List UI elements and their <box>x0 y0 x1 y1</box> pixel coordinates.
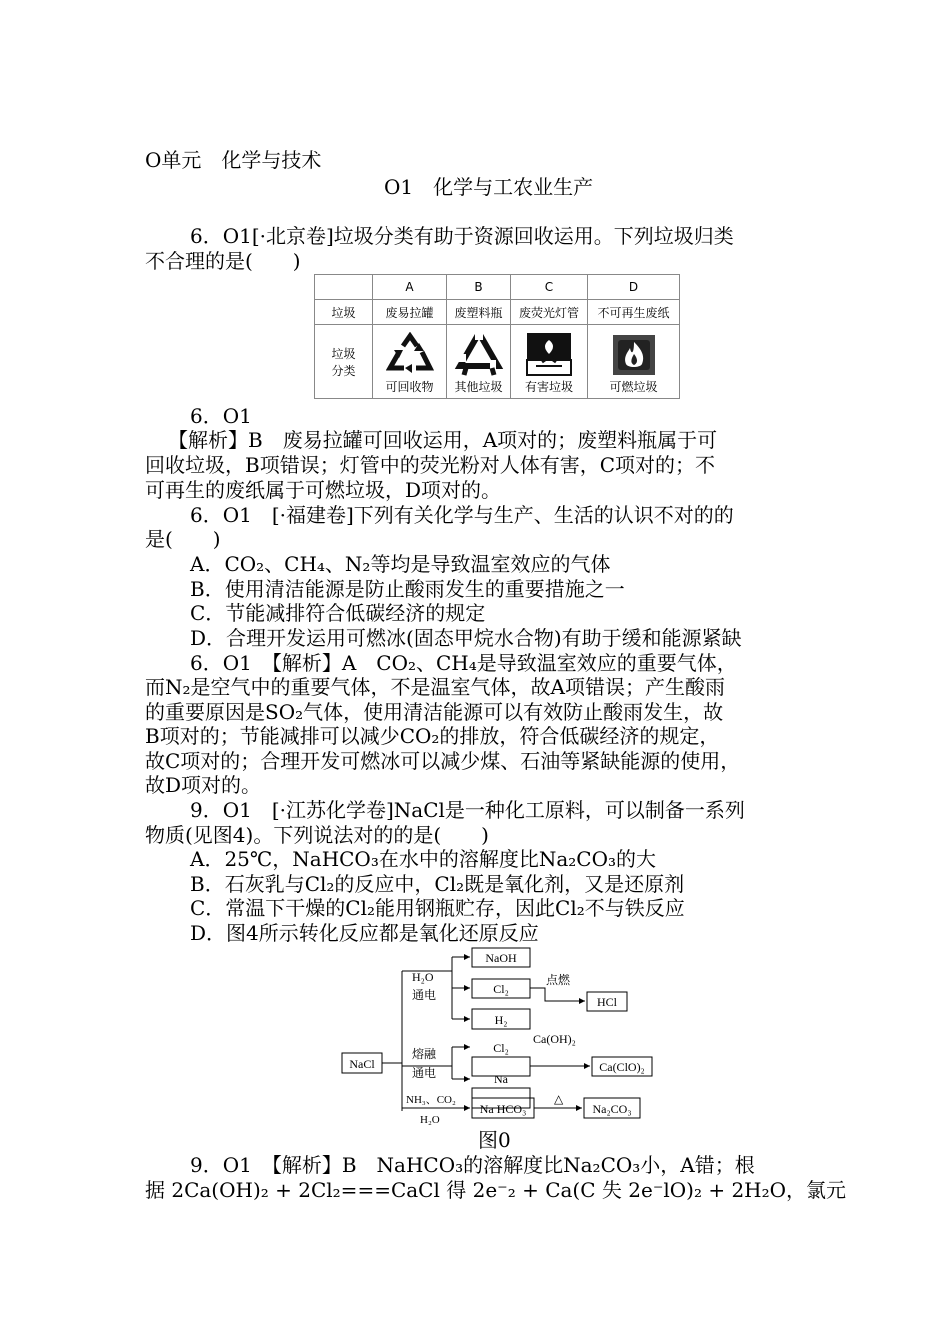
cell-category-c <box>511 325 588 399</box>
diagram-cond-nh3-co2: NH₃、CO₂ <box>406 1094 456 1106</box>
answer-6a-line-3: 可再生的废纸属于可燃垃圾，D项对的。 <box>145 478 502 502</box>
cell-garbage-d: 不可再生废纸 <box>588 300 680 325</box>
answer-9-line-2: 据 2Ca(OH)₂ + 2Cl₂===CaCl 得 2e⁻₂ + Ca(C 失 2e⁻lO)₂ + 2H₂O，氯元 <box>145 1178 847 1202</box>
table-corner-cell <box>315 275 373 300</box>
answer-6b-line-3: 的重要原因是SO₂气体，使用清洁能源可以有效防止酸雨发生，故 <box>145 700 724 724</box>
diagram-cond-electrolysis-2: 通电 <box>412 1066 437 1080</box>
cell-category-d <box>588 325 680 399</box>
answer-9-line-1: 9．O1 【解析】B NaHCO₃的溶解度比Na₂CO₃小，A错；根 <box>190 1153 755 1177</box>
hazardous-waste-icon <box>526 332 572 376</box>
question-9-stem-2: 物质(见图4)。下列说法对的的是( ) <box>145 823 489 847</box>
cell-category-a <box>373 325 447 399</box>
answer-6b-line-6: 故D项对的。 <box>145 773 262 797</box>
section-title: O1 化学与工农业生产 <box>384 175 594 199</box>
col-b-header: B <box>447 275 511 300</box>
other-waste-icon <box>454 330 504 376</box>
diagram-heat: △ <box>554 1092 564 1106</box>
question-6b-option-c: C．节能减排符合低碳经济的规定 <box>190 601 486 625</box>
col-a-header: A <box>373 275 447 300</box>
unit-title: O单元 化学与技术 <box>145 148 322 172</box>
row-label-garbage: 垃圾 <box>315 300 373 325</box>
question-6b-option-a: A．CO₂、CH₄、N₂等均是导致温室效应的气体 <box>190 552 611 576</box>
row-label-line-1: 垃圾 <box>331 346 356 361</box>
category-label-c: 有害垃圾 <box>524 380 573 394</box>
diagram-ignite: 点燃 <box>546 973 571 987</box>
diagram-cond-molten: 熔融 <box>412 1047 437 1061</box>
diagram-cl2-bottom: Cl₂ <box>493 1041 509 1055</box>
answer-6b-line-4: B项对的；节能减排可以减少CO₂的排放，符合低碳经济的规定， <box>145 724 720 748</box>
diagram-nahco3: Na HCO₃ <box>479 1102 527 1116</box>
question-9-option-d: D．图4所示转化反应都是氧化还原反应 <box>190 921 539 945</box>
cell-garbage-b: 废塑料瓶 <box>447 300 511 325</box>
answer-6b-line-2: 而N₂是空气中的重要气体，不是温室气体，故A项错误；产生酸雨 <box>145 675 725 699</box>
question-6b-option-d: D．合理开发运用可燃冰(固态甲烷水合物)有助于缓和能源紧缺 <box>190 626 742 650</box>
category-label-d: 可燃垃圾 <box>609 380 658 394</box>
cell-category-b <box>447 325 511 399</box>
answer-6a-number: 6．O1 <box>190 404 252 428</box>
diagram-na: Na <box>494 1072 508 1086</box>
question-6b-option-b: B．使用清洁能源是防止酸雨发生的重要措施之一 <box>190 577 625 601</box>
cell-garbage-c: 废荧光灯管 <box>511 300 588 325</box>
diagram-nacl: NaCl <box>349 1057 375 1071</box>
diagram-h2: H₂ <box>494 1013 508 1027</box>
row-label-category <box>315 325 373 399</box>
col-c-header: C <box>511 275 588 300</box>
category-label-b: 其他垃圾 <box>454 380 503 394</box>
table-header-row <box>315 275 680 300</box>
question-9-option-b: B．石灰乳与Cl₂的反应中，Cl₂既是氧化剂，又是还原剂 <box>190 872 685 896</box>
answer-6b-line-5: 故C项对的；合理开发可燃冰可以减少煤、石油等紧缺能源的使用， <box>145 749 741 773</box>
diagram-cond-h2o: H₂O <box>412 970 434 984</box>
question-6b-stem-2: 是( ) <box>145 527 221 551</box>
row-label-line-2: 分类 <box>331 363 356 378</box>
col-d-header: D <box>588 275 680 300</box>
flame-icon <box>612 334 656 376</box>
figure-caption: 图0 <box>478 1128 511 1152</box>
cell-garbage-a: 废易拉罐 <box>373 300 447 325</box>
answer-6b-line-1: 6．O1 【解析】A CO₂、CH₄是导致温室效应的重要气体， <box>190 651 737 675</box>
question-6b-stem-1: 6．O1 [·福建卷]下列有关化学与生产、生活的认识不对的的 <box>190 503 734 527</box>
question-6a-stem-2: 不合理的是( ) <box>145 249 301 273</box>
garbage-classification-table <box>314 274 680 399</box>
table-row <box>315 300 680 325</box>
category-label-a: 可回收物 <box>385 380 434 394</box>
diagram-caoh2: Ca(OH)₂ <box>533 1032 576 1046</box>
diagram-hcl: HCl <box>596 995 618 1009</box>
diagram-cond-electrolysis-1: 通电 <box>412 988 437 1002</box>
table-row <box>315 325 680 399</box>
question-9-option-a: A．25℃，NaHCO₃在水中的溶解度比Na₂CO₃的大 <box>190 847 657 871</box>
diagram-cond-h2o-2: H₂O <box>420 1114 440 1126</box>
answer-6a-line-2: 回收垃圾，B项错误；灯管中的荧光粉对人体有害，C项对的；不 <box>145 453 715 477</box>
question-6a-stem-1: 6．O1[·北京卷]垃圾分类有助于资源回收运用。下列垃圾归类 <box>190 224 734 248</box>
answer-6a-line-1: 【解析】B 废易拉罐可回收运用，A项对的；废塑料瓶属于可 <box>168 428 718 452</box>
nacl-conversion-diagram <box>340 945 660 1130</box>
question-9-option-c: C．常温下干燥的Cl₂能用钢瓶贮存，因此Cl₂不与铁反应 <box>190 896 685 920</box>
diagram-naoh: NaOH <box>485 951 517 965</box>
recycle-icon <box>386 332 434 376</box>
diagram-cl2-top: Cl₂ <box>493 982 509 996</box>
diagram-na2co3: Na₂CO₃ <box>592 1102 632 1116</box>
question-9-stem-1: 9．O1 [·江苏化学卷]NaCl是一种化工原料，可以制备一系列 <box>190 798 745 822</box>
diagram-caclo2: Ca(ClO)₂ <box>599 1060 645 1074</box>
